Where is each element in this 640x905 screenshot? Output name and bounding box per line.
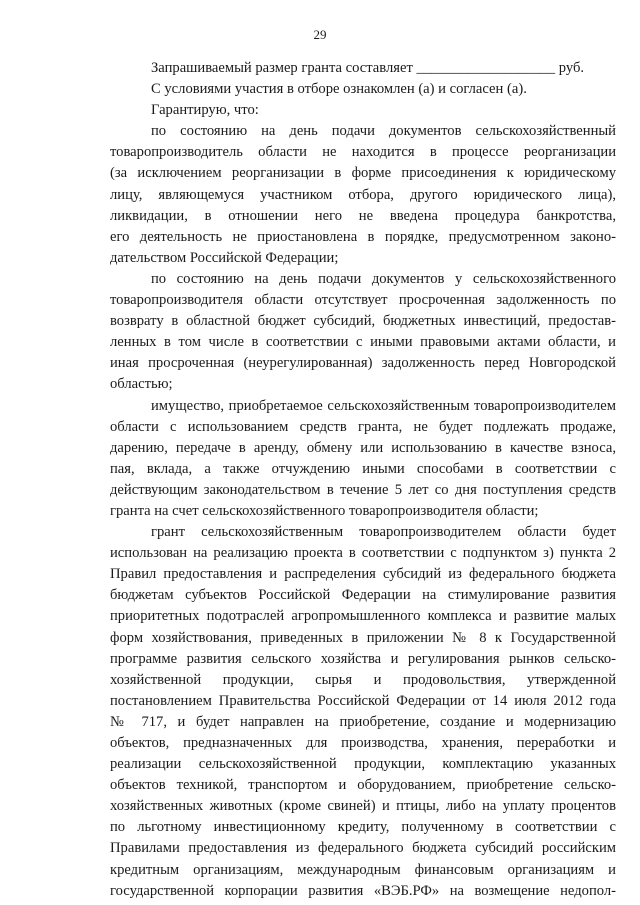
text-line: реализации сельскохозяйственной продукции, комплектацию указанных [110, 756, 616, 773]
text-line: кредитным организациям, международным финансовым организациям и [110, 861, 616, 878]
text-line: постановлением Правительства Российской Федерации от 14 июля 2012 года [110, 692, 616, 709]
text-line: форм хозяйствования, приведенных в приложении № 8 к Государственной [110, 629, 616, 646]
text-line: ленных в том числе в соответствии с иными правовыми актами области, и [110, 334, 616, 351]
text-line: ликвидации, в отношении него не введена процедура банкротства, [110, 207, 616, 224]
text-line: товаропроизводитель области не находится в процессе реорганизации [110, 144, 616, 161]
text-line: по состоянию на день подачи документов у сельскохозяйственного [151, 270, 616, 287]
text-line: дарению, передаче в аренду, обмену или использованию в качестве взноса, [110, 439, 616, 456]
text-line: С условиями участия в отборе ознакомлен (а) и согласен (а). [151, 81, 527, 98]
page-number: 29 [313, 27, 327, 42]
text-line: Правил предоставления и распределения субсидий из федерального бюджета [110, 566, 616, 583]
text-line: программе развития сельского хозяйства и регулирования рынков сельско- [110, 650, 616, 667]
text-line: товаропроизводителя области отсутствует просроченная задолженность по [110, 292, 616, 309]
text-line: приоритетных подотраслей агропромышленного комплекса и развитие малых [110, 608, 616, 625]
text-line: хозяйственной продукции, сырья и продовольствия, утвержденной [110, 671, 616, 688]
text-line: объектов техникой, транспортом и оборудованием, приобретение сельско- [110, 777, 616, 794]
text-line: иная просроченная (неурегулированная) задолженность перед Новгородской [110, 355, 616, 372]
text-line: использован на реализацию проекта в соответствии с подпунктом з) пункта 2 [110, 545, 616, 562]
text-line: государственной корпорации развития «ВЭБ.РФ» на возмещение недопол- [110, 882, 616, 899]
text-line: имущество, приобретаемое сельскохозяйственным товаропроизводителем [151, 397, 616, 414]
text-line: Гарантирую, что: [151, 102, 259, 119]
text-line: грант сельскохозяйственным товаропроизводителем области будет [151, 524, 616, 541]
text-line: Правилами предоставления из федерального бюджета субсидий российским [110, 840, 616, 857]
text-line: дательством Российской Федерации; [110, 249, 339, 266]
text-line: области с использованием средств гранта, не будет подлежать продаже, [110, 418, 616, 435]
text-line: бюджетам субъектов Российской Федерации на стимулирование развития [110, 587, 616, 604]
text-line: объектов, предназначенных для производства, хранения, переработки и [110, 735, 616, 751]
text-line: возврату в областной бюджет субсидий, бюджетных инвестиций, предостав- [110, 313, 616, 330]
text-line: Запрашиваемый размер гранта составляет ___________________ руб. [151, 60, 585, 76]
text-line: его деятельность не приостановлена в порядке, предусмотренном законо- [110, 228, 616, 245]
text-line: (за исключением реорганизации в форме присоединения к юридическому [110, 165, 616, 182]
text-line: по льготному инвестиционному кредиту, полученному в соответствии с [110, 819, 616, 836]
document-body [110, 58, 616, 902]
text-line: № 717, и будет направлен на приобретение, создание и модернизацию [110, 713, 616, 730]
text-line: областью; [110, 376, 173, 393]
text-line: хозяйственных животных (кроме свиней) и птицы, либо на уплату процентов [110, 798, 616, 815]
text-line: лицу, являющемуся участником отбора, другого юридического лица), [110, 186, 616, 203]
text-line: по состоянию на день подачи документов сельскохозяйственный [151, 123, 616, 140]
text-line: действующим законодательством в течение 5 лет со дня поступления средств [110, 481, 616, 498]
text-line: пая, вклада, а также отчуждению иными способами в соответствии с [110, 460, 616, 477]
text-line: гранта на счет сельскохозяйственного товаропроизводителя области; [110, 502, 539, 519]
